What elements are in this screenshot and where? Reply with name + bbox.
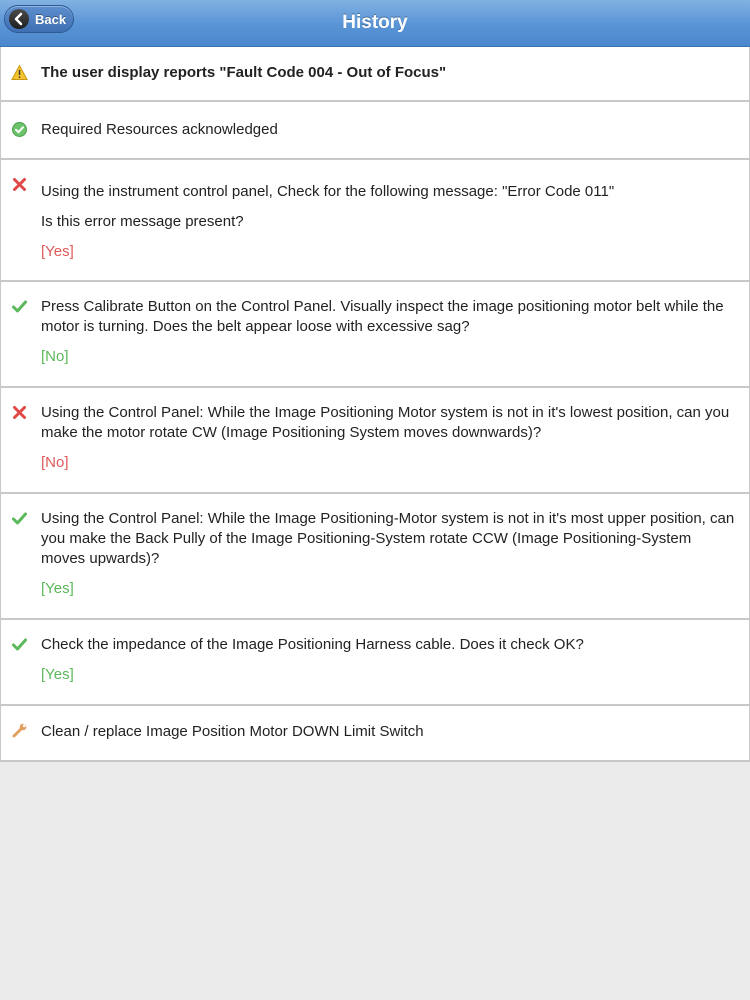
answer-label: [Yes] bbox=[41, 580, 74, 597]
back-button-label: Back bbox=[35, 12, 67, 27]
history-item[interactable] bbox=[0, 388, 750, 494]
history-item-text: Using the Control Panel: While the Image Positioning Motor system is not in it's lowest position, can you make the motor rotate CW (Image Positioning System moves downwards)? bbox=[41, 404, 730, 441]
warning-icon bbox=[11, 64, 28, 81]
check-icon bbox=[11, 298, 28, 315]
answer-label: [No] bbox=[41, 454, 69, 471]
history-item-text: Using the Control Panel: While the Image Positioning-Motor system is not in it's most upper position, can you make the Back Pully of the Image Positioning-System rotate CCW (Image Positioning-System moves upwards)? bbox=[41, 510, 735, 567]
history-item-text: Check the impedance of the Image Positioning Harness cable. Does it check OK? bbox=[41, 636, 584, 653]
wrench-icon bbox=[11, 722, 28, 739]
x-icon bbox=[11, 176, 28, 193]
history-item[interactable] bbox=[0, 282, 750, 388]
answer-label: [Yes] bbox=[41, 243, 74, 260]
history-item[interactable] bbox=[0, 620, 750, 706]
history-item[interactable] bbox=[0, 102, 750, 160]
history-item-text: Press Calibrate Button on the Control Panel. Visually inspect the image positioning motor belt while the motor is turning. Does the belt appear loose with excessive sag? bbox=[41, 298, 724, 335]
history-item[interactable] bbox=[0, 494, 750, 620]
history-item[interactable] bbox=[0, 706, 750, 762]
history-item-text: The user display reports "Fault Code 004 - Out of Focus" bbox=[41, 64, 447, 81]
history-item-text: Required Resources acknowledged bbox=[41, 121, 278, 138]
answer-label: [No] bbox=[41, 348, 69, 365]
check-icon bbox=[11, 510, 28, 527]
header-bar bbox=[0, 0, 750, 47]
x-icon bbox=[11, 404, 28, 421]
history-item-text: Clean / replace Image Position Motor DOWN Limit Switch bbox=[41, 723, 424, 740]
history-item-text: Using the instrument control panel, Check for the following message: "Error Code 011" bbox=[41, 183, 615, 200]
history-item[interactable] bbox=[0, 47, 750, 102]
check-circle-icon bbox=[11, 121, 28, 138]
history-list bbox=[0, 47, 750, 762]
check-icon bbox=[11, 636, 28, 653]
page-title: History bbox=[342, 12, 408, 33]
history-item-subtext: Is this error message present? bbox=[41, 213, 244, 230]
answer-label: [Yes] bbox=[41, 666, 74, 683]
history-item[interactable] bbox=[0, 160, 750, 282]
